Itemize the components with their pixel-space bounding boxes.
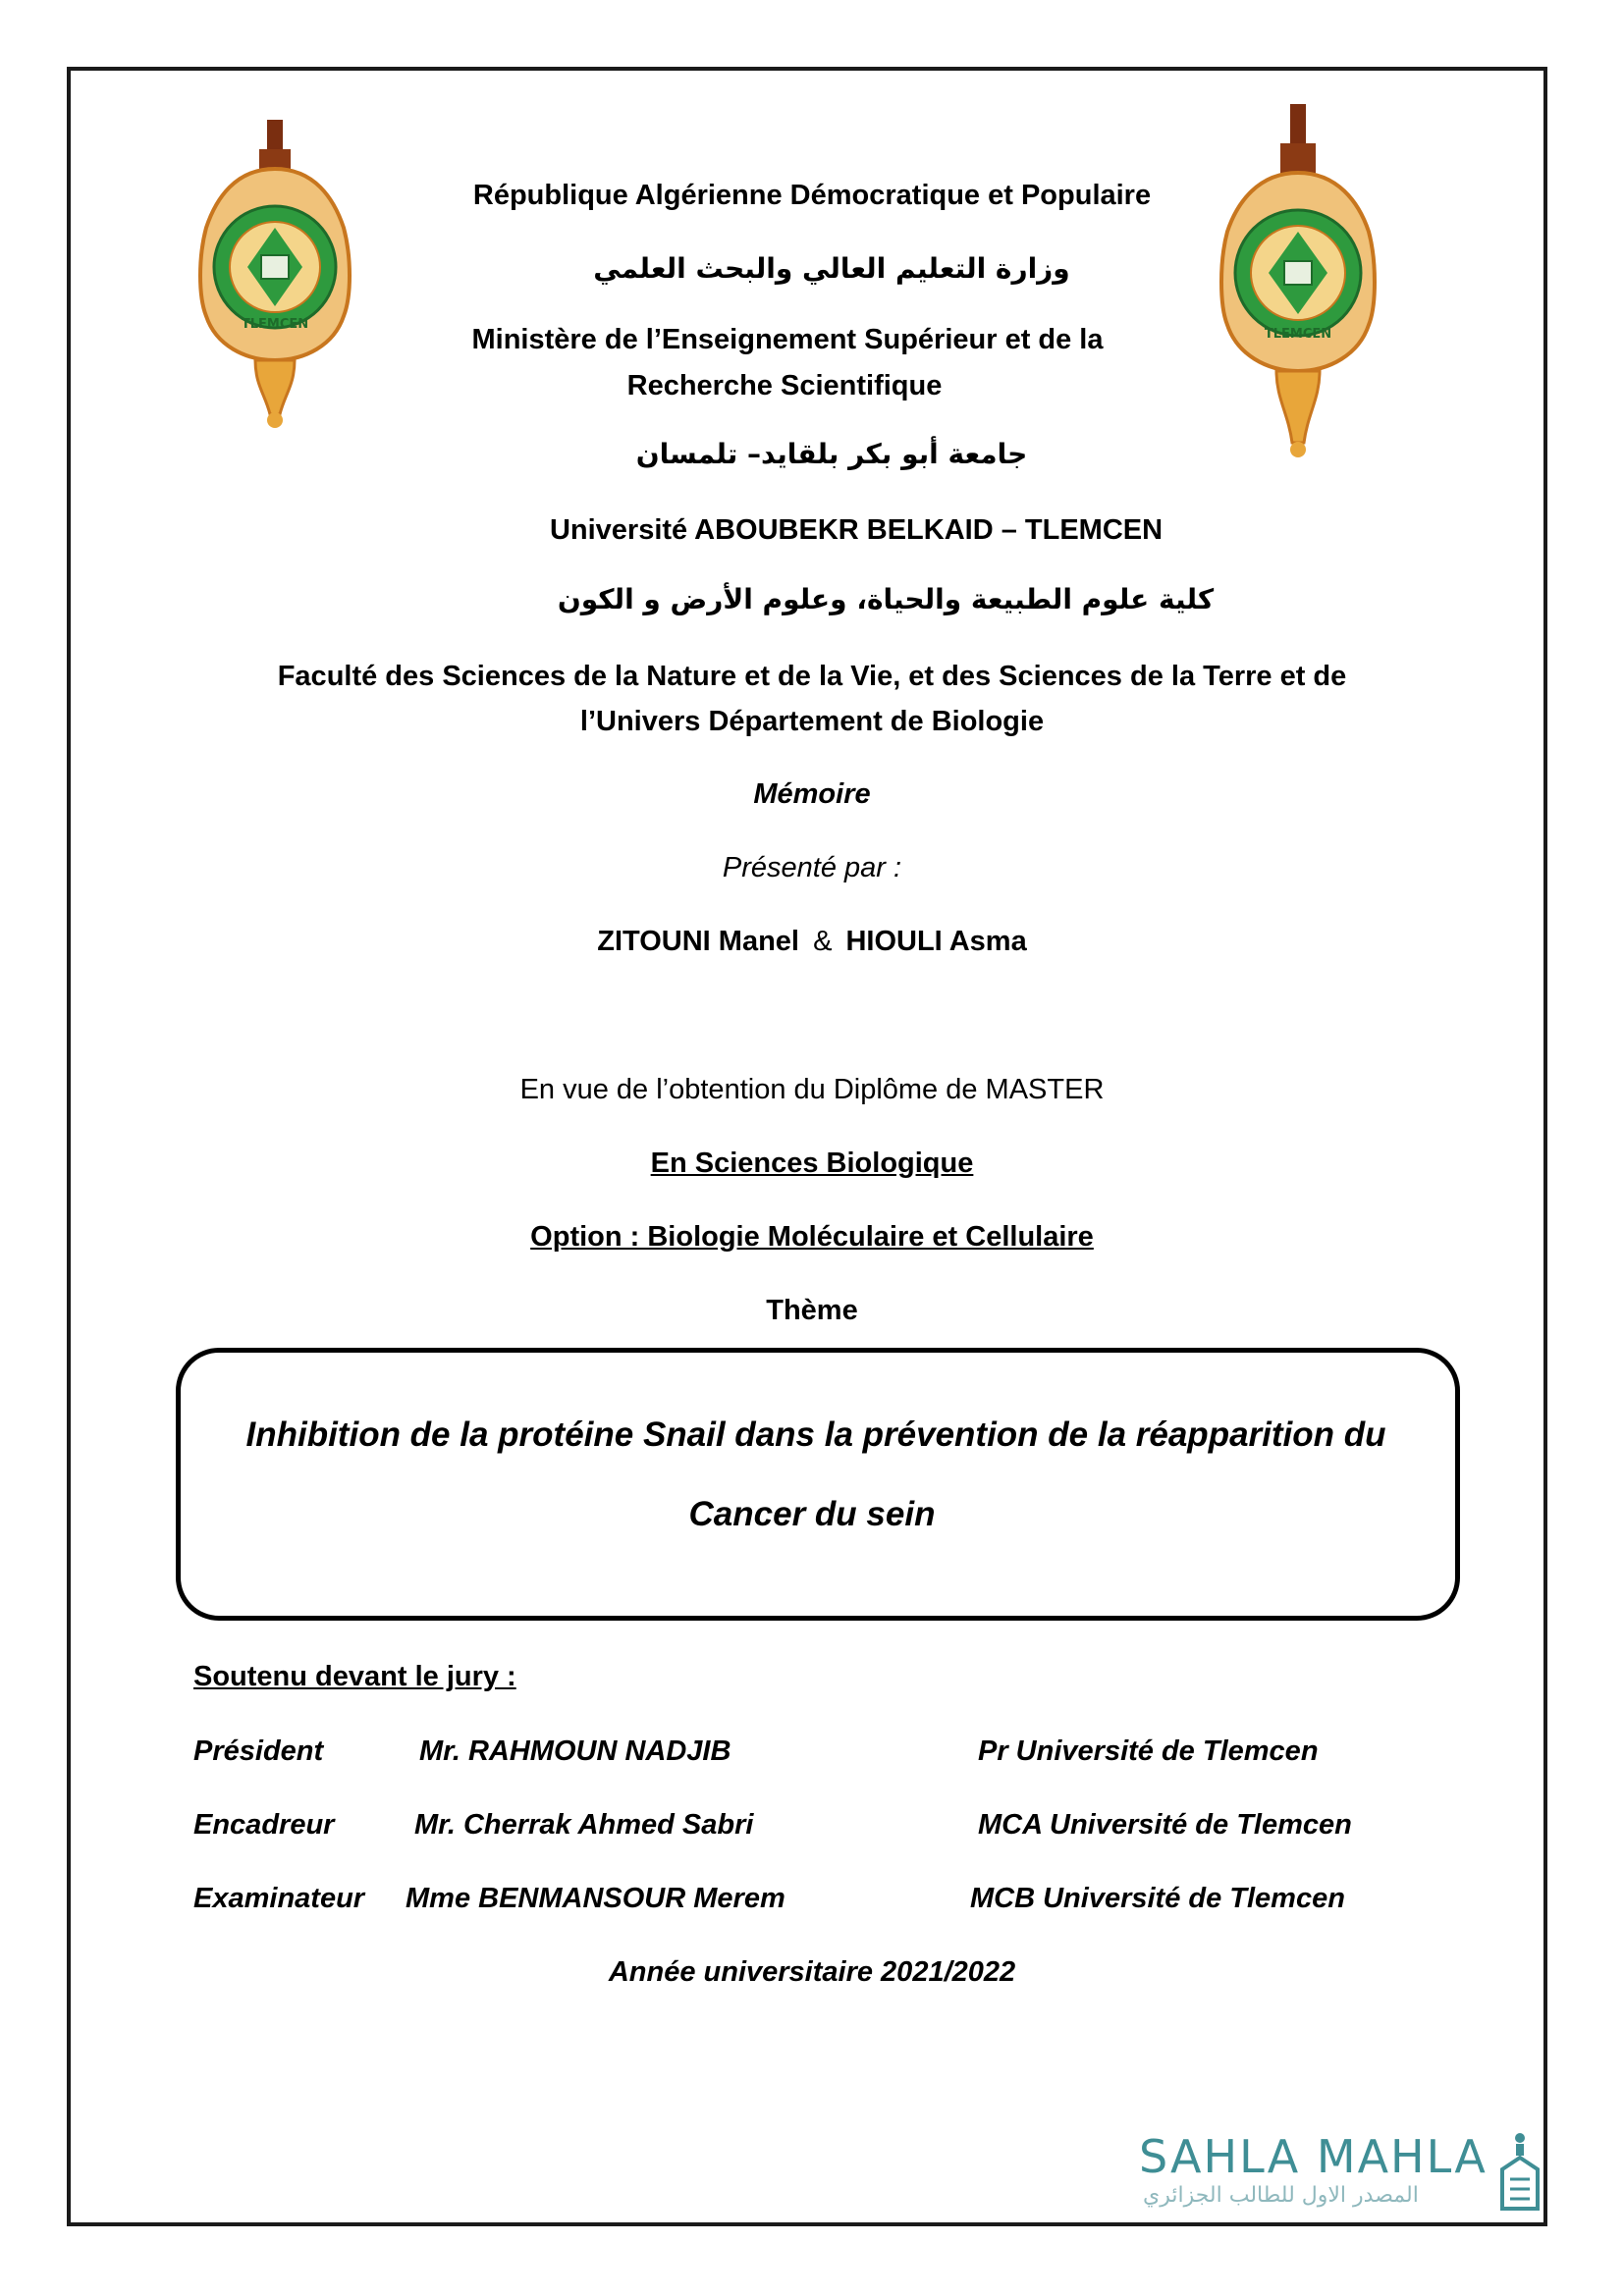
- faculty-french-line1: Faculté des Sciences de la Nature et de la Vie, et des Sciences de la Terre et de: [277, 661, 1347, 692]
- jury-name-examiner: Mme BENMANSOUR Merem: [406, 1883, 785, 1914]
- emblem-text: TLEMCEN: [1264, 327, 1332, 342]
- author-separator: &: [813, 926, 833, 957]
- jury-title-supervisor: MCA Université de Tlemcen: [978, 1809, 1352, 1841]
- faculty-french-line2: l’Univers Département de Biologie: [579, 706, 1045, 737]
- field-of-study-text: En Sciences Biologique: [650, 1148, 974, 1179]
- theme-title-line2: Cancer du sein: [688, 1495, 936, 1533]
- field-of-study: [0, 1145, 1624, 1182]
- theme-box: [176, 1348, 1460, 1621]
- faculty-arabic: كلية علوم الطبيعة والحياة، وعلوم الأرض و الكون: [557, 583, 1215, 615]
- document-type: Mémoire: [753, 778, 871, 810]
- republic-title: République Algérienne Démocratique et Populaire: [472, 180, 1152, 211]
- emblem-text: TLEMCEN: [241, 317, 309, 332]
- theme-title-line1: Inhibition de la protéine Snail dans la prévention de la réapparition du: [245, 1415, 1386, 1454]
- university-arabic: جامعة أبو بكر بلقايد– تلمسان: [635, 438, 1028, 470]
- authors: [0, 923, 1624, 960]
- university-french: Université ABOUBEKR BELKAID – TLEMCEN: [549, 514, 1164, 546]
- option: [0, 1218, 1624, 1255]
- ministry-arabic: وزارة التعليم العالي والبحث العلمي: [593, 252, 1070, 285]
- degree-purpose: En vue de l’obtention du Diplôme de MASTER: [519, 1074, 1105, 1105]
- jury-role-examiner: Examinateur: [193, 1883, 365, 1914]
- author-1: ZITOUNI Manel: [597, 926, 799, 957]
- jury-title-president: Pr Université de Tlemcen: [978, 1735, 1319, 1767]
- ministry-french-line2: Recherche Scientifique: [626, 370, 943, 401]
- option-text: Option : Biologie Moléculaire et Cellulaire: [530, 1221, 1094, 1253]
- theme-label: Thème: [766, 1295, 858, 1326]
- jury-role-supervisor: Encadreur: [193, 1809, 335, 1841]
- jury-title-examiner: MCB Université de Tlemcen: [970, 1883, 1345, 1914]
- sahla-mahla-watermark: [1129, 2130, 1561, 2218]
- watermark-logo-icon: [1492, 2130, 1547, 2218]
- jury-name-supervisor: Mr. Cherrak Ahmed Sabri: [414, 1809, 754, 1841]
- author-2: HIOULI Asma: [845, 926, 1027, 957]
- watermark-title: SAHLA MAHLA: [1139, 2130, 1488, 2183]
- jury-heading: Soutenu devant le jury :: [193, 1661, 516, 1692]
- ministry-french-line1: Ministère de l’Enseignement Supérieur et de la: [471, 324, 1104, 355]
- presented-by-label: Présenté par :: [722, 852, 902, 883]
- academic-year: Année universitaire 2021/2022: [608, 1956, 1016, 1988]
- jury-name-president: Mr. RAHMOUN NADJIB: [419, 1735, 731, 1767]
- jury-role-president: Président: [193, 1735, 324, 1767]
- watermark-subtitle: المصدر الاول للطالب الجزائري: [1143, 2183, 1419, 2208]
